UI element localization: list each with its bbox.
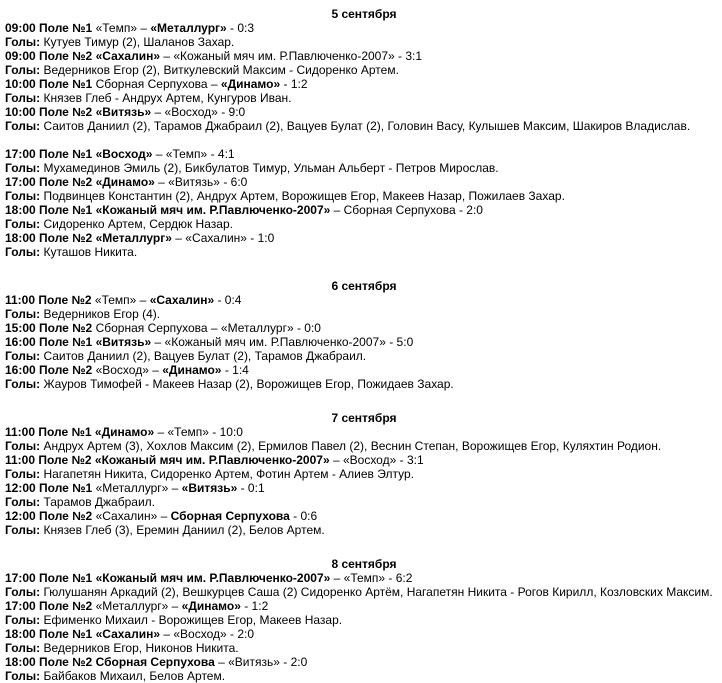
match-time: 16:00 bbox=[5, 335, 36, 349]
team-home: «Восход» bbox=[95, 147, 153, 161]
goals-line bbox=[5, 63, 722, 77]
match-line bbox=[5, 321, 722, 335]
match-time: 10:00 bbox=[5, 77, 36, 91]
team-away: «Кожаный мяч им. Р.Павлюченко-2007» bbox=[164, 335, 386, 349]
goals-scorers: Нагапетян Никита, Сидоренко Артем, Фотин Артем - Алиев Элтур. bbox=[43, 467, 414, 481]
team-home: «Витязь» bbox=[95, 105, 152, 119]
match-time: 09:00 bbox=[5, 49, 36, 63]
team-separator: – bbox=[168, 599, 182, 613]
team-home: «Динамо» bbox=[94, 425, 155, 439]
goals-scorers: Байбаков Михаил, Белов Артем. bbox=[43, 669, 226, 683]
match-line bbox=[5, 105, 722, 119]
match-field: Поле №2 bbox=[39, 231, 93, 245]
goals-label: Голы: bbox=[5, 245, 41, 259]
team-separator: – bbox=[154, 175, 169, 189]
match-line bbox=[5, 175, 722, 189]
team-separator: – bbox=[137, 21, 151, 35]
team-away: «Динамо» bbox=[181, 599, 241, 613]
match-field: Поле №1 bbox=[38, 425, 92, 439]
match-field: Поле №2 bbox=[39, 509, 93, 523]
team-away: «Металлург» bbox=[220, 321, 294, 335]
match-field: Поле №1 bbox=[39, 77, 93, 91]
goals-label: Голы: bbox=[5, 217, 41, 231]
goals-scorers: Куташов Никита. bbox=[43, 245, 138, 259]
match-time: 17:00 bbox=[5, 599, 36, 613]
goals-line bbox=[5, 161, 722, 175]
goals-line bbox=[5, 377, 722, 391]
team-separator: – bbox=[207, 321, 221, 335]
match-score: - 3:1 bbox=[394, 49, 423, 63]
match-line bbox=[5, 599, 722, 613]
team-home: «Кожаный мяч им. Р.Павлюченко-2007» bbox=[95, 203, 331, 217]
match-field: Поле №1 bbox=[39, 203, 93, 217]
team-separator: – bbox=[136, 293, 150, 307]
match-line bbox=[5, 293, 722, 307]
team-away: «Темп» bbox=[343, 571, 386, 585]
match-score: - 0:4 bbox=[214, 293, 242, 307]
match-score: - 1:2 bbox=[280, 77, 308, 91]
team-separator: – bbox=[148, 363, 163, 377]
goals-scorers: Ефименко Михаил - Ворожищев Егор, Макеев Назар. bbox=[43, 613, 343, 627]
goals-scorers: Сидоренко Артем, Сердюк Назар. bbox=[43, 217, 233, 231]
team-home: Сборная Серпухова bbox=[95, 655, 215, 669]
match-score: - 1:4 bbox=[221, 363, 249, 377]
match-score: - 0:1 bbox=[237, 481, 265, 495]
team-away: «Сахалин» bbox=[149, 293, 215, 307]
match-field: Поле №2 bbox=[39, 599, 93, 613]
match-score: - 0:0 bbox=[293, 321, 321, 335]
goals-scorers: Ведерников Егор (2), Виткулевский Максим - Сидоренко Артем. bbox=[43, 63, 399, 77]
match-time: 10:00 bbox=[5, 105, 36, 119]
match-line bbox=[5, 571, 722, 585]
team-separator: – bbox=[171, 231, 186, 245]
goals-label: Голы: bbox=[5, 585, 41, 599]
match-line bbox=[5, 49, 722, 63]
team-separator: – bbox=[151, 335, 165, 349]
goals-label: Голы: bbox=[5, 349, 41, 363]
team-home: Сборная Серпухова bbox=[95, 77, 208, 91]
match-time: 12:00 bbox=[5, 481, 36, 495]
team-home: «Металлург» bbox=[95, 481, 169, 495]
team-home: «Кожаный мяч им. Р.Павлюченко-2007» bbox=[95, 571, 331, 585]
match-score: - 6:0 bbox=[219, 175, 248, 189]
goals-line bbox=[5, 349, 722, 363]
team-away: «Кожаный мяч им. Р.Павлюченко-2007» bbox=[173, 49, 395, 63]
team-separator: – bbox=[207, 77, 221, 91]
match-score: - 4:1 bbox=[207, 147, 235, 161]
goals-line bbox=[5, 467, 722, 481]
team-separator: – bbox=[152, 147, 166, 161]
match-line bbox=[5, 481, 722, 495]
team-home: «Кожаный мяч им. Р.Павлюченко-2007» bbox=[94, 453, 330, 467]
team-away: «Темп» bbox=[167, 425, 209, 439]
match-time: 12:00 bbox=[5, 509, 36, 523]
day-title: 5 сентября bbox=[331, 7, 397, 21]
team-away: «Витязь» bbox=[228, 655, 280, 669]
match-field: Поле №2 bbox=[39, 105, 93, 119]
goals-label: Голы: bbox=[5, 669, 41, 683]
goals-line bbox=[5, 91, 722, 105]
team-home: Сборная Серпухова bbox=[95, 321, 208, 335]
match-line bbox=[5, 453, 722, 467]
goals-label: Голы: bbox=[5, 439, 41, 453]
day-spacer bbox=[5, 259, 722, 279]
team-separator: – bbox=[330, 203, 344, 217]
goals-scorers: Жауров Тимофей - Макеев Назар (2), Ворожищев Егор, Пожидаев Захар. bbox=[43, 377, 454, 391]
match-score: - 2:0 bbox=[226, 627, 255, 641]
match-line bbox=[5, 203, 722, 217]
match-line bbox=[5, 509, 722, 523]
match-score: - 1:0 bbox=[246, 231, 275, 245]
goals-label: Голы: bbox=[5, 613, 41, 627]
day-header bbox=[0, 411, 722, 425]
match-line bbox=[5, 363, 722, 377]
goals-label: Голы: bbox=[5, 35, 41, 49]
team-separator: – bbox=[160, 627, 174, 641]
team-away: «Восход» bbox=[342, 453, 397, 467]
team-home: «Темп» bbox=[95, 21, 138, 35]
match-field: Поле №1 bbox=[39, 335, 93, 349]
day-header bbox=[0, 7, 722, 21]
day-header bbox=[0, 279, 722, 293]
team-away: «Витязь» bbox=[168, 175, 220, 189]
team-separator: – bbox=[160, 49, 174, 63]
team-home: «Сахалин» bbox=[95, 627, 161, 641]
goals-line bbox=[5, 35, 722, 49]
match-score: - 6:2 bbox=[385, 571, 413, 585]
goals-scorers: Подвинцев Константин (2), Андрух Артем, Ворожищев Егор, Макеев Назар, Пожилаев Захар. bbox=[43, 189, 565, 203]
match-score: - 0:6 bbox=[289, 509, 318, 523]
match-field: Поле №1 bbox=[39, 627, 93, 641]
team-away: «Восход» bbox=[173, 627, 227, 641]
match-field: Поле №2 bbox=[39, 175, 93, 189]
match-field: Поле №2 bbox=[38, 453, 92, 467]
goals-scorers: Саитов Даниил (2), Тарамов Джабраил (2), Вацуев Булат (2), Головин Васу, Кулышев Максим, Шакиров Владислав. bbox=[43, 119, 691, 133]
match-field: Поле №1 bbox=[39, 571, 93, 585]
match-field: Поле №1 bbox=[39, 147, 93, 161]
match-line bbox=[5, 335, 722, 349]
team-separator: – bbox=[214, 655, 229, 669]
team-home: «Сахалин» bbox=[95, 49, 161, 63]
goals-label: Голы: bbox=[5, 523, 41, 537]
day-title: 6 сентября bbox=[331, 279, 397, 293]
goals-line bbox=[5, 439, 722, 453]
goals-scorers: Мухамединов Эмиль (2), Бикбулатов Тимур, Ульман Альберт - Петров Мирослав. bbox=[43, 161, 499, 175]
goals-label: Голы: bbox=[5, 189, 41, 203]
match-field: Поле №1 bbox=[39, 481, 93, 495]
day-title: 8 сентября bbox=[331, 557, 397, 571]
match-time: 11:00 bbox=[5, 453, 36, 467]
goals-label: Голы: bbox=[5, 467, 41, 481]
match-field: Поле №2 bbox=[38, 293, 92, 307]
match-field: Поле №2 bbox=[39, 363, 93, 377]
match-score: - 9:0 bbox=[217, 105, 246, 119]
goals-label: Голы: bbox=[5, 63, 41, 77]
team-home: «Витязь» bbox=[95, 335, 152, 349]
match-line bbox=[5, 147, 722, 161]
goals-line bbox=[5, 669, 722, 683]
match-time: 09:00 bbox=[5, 21, 36, 35]
goals-line bbox=[5, 523, 722, 537]
match-score: - 0:3 bbox=[226, 21, 255, 35]
goals-line bbox=[5, 495, 722, 509]
match-line bbox=[5, 77, 722, 91]
match-time: 16:00 bbox=[5, 363, 36, 377]
goals-line bbox=[5, 585, 722, 599]
team-separator: – bbox=[329, 453, 343, 467]
goals-scorers: Ведерников Егор (4). bbox=[43, 307, 161, 321]
match-line bbox=[5, 655, 722, 669]
team-separator: – bbox=[168, 481, 182, 495]
match-line bbox=[5, 627, 722, 641]
team-home: «Восход» bbox=[95, 363, 149, 377]
goals-line bbox=[5, 641, 722, 655]
goals-scorers: Тарамов Джабраил. bbox=[43, 495, 155, 509]
goals-line bbox=[5, 613, 722, 627]
goals-label: Голы: bbox=[5, 641, 41, 655]
match-score: - 1:2 bbox=[240, 599, 269, 613]
match-time: 17:00 bbox=[5, 147, 36, 161]
goals-scorers: Саитов Даниил (2), Вацуев Булат (2), Тарамов Джабраил. bbox=[43, 349, 367, 363]
match-score: - 5:0 bbox=[385, 335, 414, 349]
match-field: Поле №2 bbox=[39, 321, 93, 335]
match-field: Поле №1 bbox=[39, 21, 93, 35]
match-time: 17:00 bbox=[5, 175, 36, 189]
match-time: 17:00 bbox=[5, 571, 36, 585]
match-field: Поле №2 bbox=[39, 655, 93, 669]
match-time: 11:00 bbox=[5, 293, 36, 307]
team-away: «Динамо» bbox=[162, 363, 222, 377]
goals-label: Голы: bbox=[5, 161, 41, 175]
goals-scorers: Кутуев Тимур (2), Шаланов Захар. bbox=[43, 35, 235, 49]
match-score: - 2:0 bbox=[455, 203, 483, 217]
day-header bbox=[0, 557, 722, 571]
team-home: «Темп» bbox=[94, 293, 137, 307]
match-time: 18:00 bbox=[5, 231, 36, 245]
team-home: «Металлург» bbox=[95, 599, 169, 613]
team-separator: – bbox=[330, 571, 344, 585]
goals-label: Голы: bbox=[5, 91, 41, 105]
match-time: 18:00 bbox=[5, 627, 36, 641]
team-away: Сборная Серпухова bbox=[170, 509, 290, 523]
goals-line bbox=[5, 217, 722, 231]
block-spacer bbox=[5, 133, 722, 147]
match-field: Поле №2 bbox=[39, 49, 93, 63]
match-time: 18:00 bbox=[5, 655, 36, 669]
team-home: «Сахалин» bbox=[95, 509, 158, 523]
goals-line bbox=[5, 189, 722, 203]
match-score: - 10:0 bbox=[208, 425, 243, 439]
team-separator: – bbox=[154, 425, 168, 439]
goals-label: Голы: bbox=[5, 307, 41, 321]
team-away: «Восход» bbox=[164, 105, 218, 119]
day-spacer bbox=[5, 391, 722, 411]
match-score: - 2:0 bbox=[279, 655, 308, 669]
day-title: 7 сентября bbox=[331, 411, 397, 425]
goals-scorers: Князев Глеб (3), Еремин Даниил (2), Белов Артем. bbox=[43, 523, 325, 537]
goals-scorers: Андрух Артем (3), Хохлов Максим (2), Ермилов Павел (2), Веснин Степан, Ворожищев Егор, Куляхтин Родион. bbox=[43, 439, 662, 453]
goals-scorers: Ведерников Егор, Никонов Никита. bbox=[43, 641, 239, 655]
team-away: «Сахалин» bbox=[185, 231, 247, 245]
match-time: 18:00 bbox=[5, 203, 36, 217]
match-line bbox=[5, 21, 722, 35]
match-time: 11:00 bbox=[5, 425, 36, 439]
team-away: «Витязь» bbox=[181, 481, 238, 495]
match-line bbox=[5, 231, 722, 245]
goals-line bbox=[5, 307, 722, 321]
match-score: - 3:1 bbox=[396, 453, 424, 467]
goals-scorers: Гюлушанян Аркадий (2), Вешкурцев Саша (2) Сидоренко Артём, Нагапетян Никита - Рогов Кирилл, Козловских Максим. bbox=[43, 585, 713, 599]
team-home: «Динамо» bbox=[95, 175, 155, 189]
team-away: «Темп» bbox=[165, 147, 208, 161]
team-separator: – bbox=[157, 509, 171, 523]
goals-scorers: Князев Глеб - Андрух Артем, Кунгуров Иван. bbox=[43, 91, 292, 105]
match-line bbox=[5, 425, 722, 439]
team-away: «Динамо» bbox=[220, 77, 281, 91]
goals-line bbox=[5, 119, 722, 133]
team-separator: – bbox=[151, 105, 165, 119]
goals-label: Голы: bbox=[5, 119, 41, 133]
team-away: «Металлург» bbox=[150, 21, 227, 35]
goals-label: Голы: bbox=[5, 495, 41, 509]
goals-line bbox=[5, 245, 722, 259]
team-away: Сборная Серпухова bbox=[343, 203, 456, 217]
goals-label: Голы: bbox=[5, 377, 41, 391]
day-spacer bbox=[5, 537, 722, 557]
team-home: «Металлург» bbox=[95, 231, 172, 245]
match-time: 15:00 bbox=[5, 321, 36, 335]
